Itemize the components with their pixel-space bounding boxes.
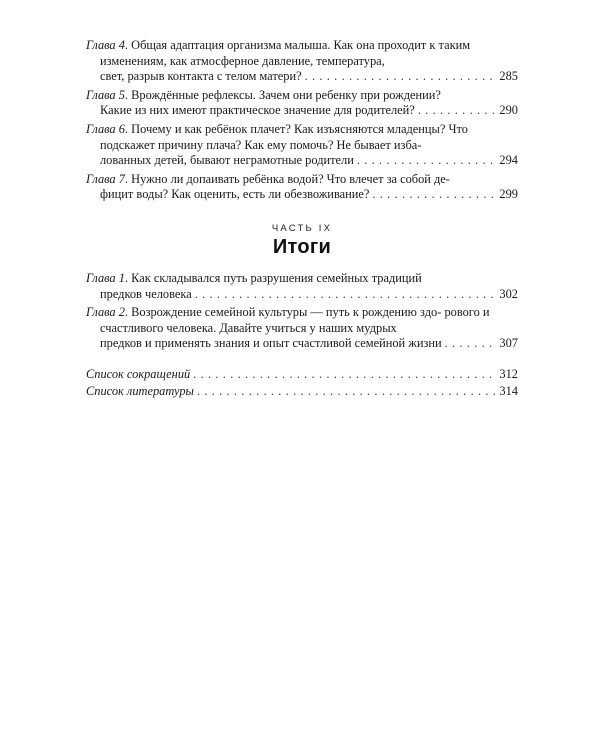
entry-line: Как складывался путь разрушения семейных традиций [131,270,422,285]
page-number: 285 [499,69,518,84]
entry-last-line [100,187,518,203]
page-number: 299 [499,187,518,202]
page-number: 314 [499,383,518,398]
dot-leader [372,187,497,203]
page-number: 294 [499,153,518,168]
chapter-label: Глава 1 [86,270,125,285]
part-label: ЧАСТЬ IX [271,222,333,234]
chapter-label: Глава 5 [86,87,125,102]
entry-line: лованных детей, бывают неграмотные родители [100,153,354,168]
entry-line: Что подскажет причину плача? Как ему помочь? Не бывает изба- [100,121,468,152]
chapter-label: Глава 6 [86,121,125,136]
toc-entry-chapter-6: Глава 6. Почему и как ребёнок плачет? Как изъясняются младенцы? Что подскажет причину плача? Как ему помочь? Не бывает изба- лованных детей, бывают неграмотные родители . . . 294 [86,122,518,169]
dot-leader [445,336,498,352]
dot-leader [418,103,498,119]
entry-line: Возрождение семейной культуры — путь к рождению здо- [131,305,442,320]
dot-leader [195,287,498,303]
entry-line: предков и применять знания и опыт счастливой семейной жизни [100,336,442,351]
entry-line: свет, разрыв контакта с телом матери? [100,69,302,84]
dot-leader [197,384,497,400]
toc-entry-chapter-5: Глава 5. Врождённые рефлексы. Зачем они ребенку при рождении? Какие из них имеют практическое значение для родителей? . . . 290 [86,88,518,119]
entry-last-line [100,336,518,352]
dot-leader [193,367,497,383]
page-number: 290 [499,103,518,118]
toc-back-matter [86,367,518,399]
chapter-label: Глава 7 [86,171,125,186]
entry-last-line [100,103,518,119]
toc-entry-chapter-4: Глава 4. Общая адаптация организма малыша. Как она проходит к таким изменениям, как атмосферное давление, температура, свет, разрыв контакта с телом матери? . . . 285 [86,38,518,85]
entry-line: предков человека [100,286,192,301]
entry-last-line [100,153,518,169]
toc-entry-part9-chapter-2: Глава 2. Возрождение семейной культуры — путь к рождению здо- рового и счастливого человека. Давайте учиться у наших мудрых предков и применять знания и опыт счастливой семейной жизни . . . 307 [86,305,518,352]
entry-label: Список сокращений [86,366,191,381]
entry-line: фицит воды? Как оценить, есть ли обезвоживание? [100,187,370,202]
entry-line: Общая адаптация организма малыша. Как она проходит [131,38,427,52]
toc-section-top [86,38,518,203]
page-number: 307 [499,336,518,351]
entry-last-line [100,287,518,303]
entry-line: к таким изменениям, как атмосферное давление, температура, [100,38,471,68]
entry-line: рового и счастливого человека. Давайте учиться у наших мудрых [100,305,490,335]
part-title: Итоги [272,235,332,258]
toc-section-part-9 [86,271,518,352]
toc-entry-bibliography [86,384,518,400]
dot-leader [357,153,498,169]
entry-line: Нужно ли допаивать ребёнка водой? Что влечет за собой де- [131,171,450,186]
entry-last-line [100,69,518,85]
toc-entry-abbreviations [86,367,518,383]
entry-line: Какие из них имеют практическое значение для родителей? [100,103,415,118]
entry-line: Врождённые рефлексы. Зачем они ребенку при рождении? [131,87,441,102]
page-number: 302 [499,286,518,301]
table-of-contents [86,38,518,400]
dot-leader [305,69,498,85]
chapter-label: Глава 4 [86,38,125,52]
entry-line: Почему и как ребёнок плачет? Как изъясняются младенцы? [131,121,446,136]
entry-label: Список литературы [86,383,194,398]
toc-entry-part9-chapter-1: Глава 1. Как складывался путь разрушения семейных традиций предков человека . . . 302 [86,271,518,302]
chapter-label: Глава 2 [86,305,125,320]
toc-entry-chapter-7: Глава 7. Нужно ли допаивать ребёнка водой? Что влечет за собой де- фицит воды? Как оценить, есть ли обезвоживание? . . . 299 [86,172,518,203]
page-number: 312 [499,366,518,381]
